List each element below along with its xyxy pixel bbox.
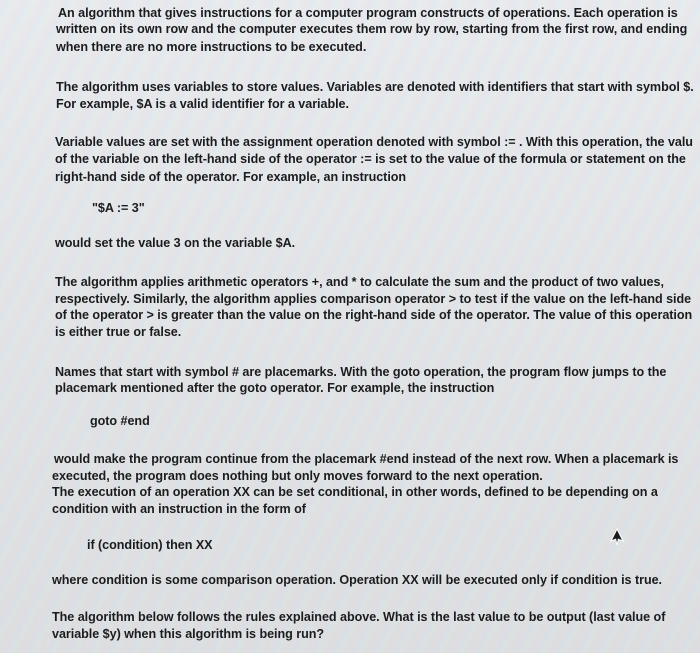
- paragraph-7-line-3: The execution of an operation XX can be set conditional, in other words, defined to be depending on a: [52, 485, 658, 499]
- paragraph-3-line-1: Variable values are set with the assignment operation denoted with symbol := . With this operation, the valu: [55, 135, 693, 149]
- paragraph-5-line-4: is either true or false.: [55, 325, 182, 339]
- paragraph-3-line-2: of the variable on the left-hand side of the operator := is set to the value of the formula or statement on the: [55, 152, 686, 166]
- paragraph-3-line-3: right-hand side of the operator. For example, an instruction: [55, 170, 407, 184]
- paragraph-7-line-4: condition with an instruction in the form of: [52, 502, 306, 516]
- code-example-assignment: "$A := 3": [92, 201, 145, 215]
- paragraph-7-line-2: executed, the program does nothing but only moves forward to the next operation.: [52, 469, 543, 483]
- paragraph-6-line-2: placemark mentioned after the goto operator. For example, the instruction: [55, 381, 495, 395]
- paragraph-1-line-1: An algorithm that gives instructions for a computer program constructs of operations. Each operation is: [58, 6, 678, 20]
- paragraph-5-line-1: The algorithm applies arithmetic operators +, and * to calculate the sum and the product of two values,: [55, 275, 664, 289]
- paragraph-9-line-1: The algorithm below follows the rules explained above. What is the last value to be output (last value of: [52, 610, 666, 624]
- paragraph-2-line-1: The algorithm uses variables to store values. Variables are denoted with identifiers that start with symbol $.: [56, 80, 694, 94]
- code-example-if-then: if (condition) then XX: [87, 538, 213, 552]
- paragraph-8: where condition is some comparison operation. Operation XX will be executed only if condition is true.: [52, 573, 662, 587]
- paragraph-1-line-3: when there are no more instructions to be executed.: [56, 40, 367, 54]
- paragraph-1-line-2: written on its own row and the computer executes them row by row, starting from the first row, and ending: [56, 22, 688, 36]
- paragraph-6-line-1: Names that start with symbol # are placemarks. With the goto operation, the program flow jumps to the: [55, 365, 667, 379]
- paragraph-4: would set the value 3 on the variable $A.: [55, 236, 296, 250]
- paragraph-2-line-2: For example, $A is a valid identifier for a variable.: [56, 97, 349, 111]
- mouse-pointer-icon: [610, 528, 624, 546]
- paragraph-5-line-3: of the operator > is greater than the value on the right-hand side of the operator. The value of this operation: [55, 308, 693, 322]
- paragraph-9-line-2: variable $y) when this algorithm is being run?: [52, 627, 325, 641]
- paragraph-7-line-1: would make the program continue from the placemark #end instead of the next row. When a placemark is: [54, 452, 679, 466]
- code-example-goto: goto #end: [90, 414, 150, 428]
- paragraph-5-line-2: respectively. Similarly, the algorithm applies comparison operator > to test if the value on the left-hand side: [55, 292, 692, 306]
